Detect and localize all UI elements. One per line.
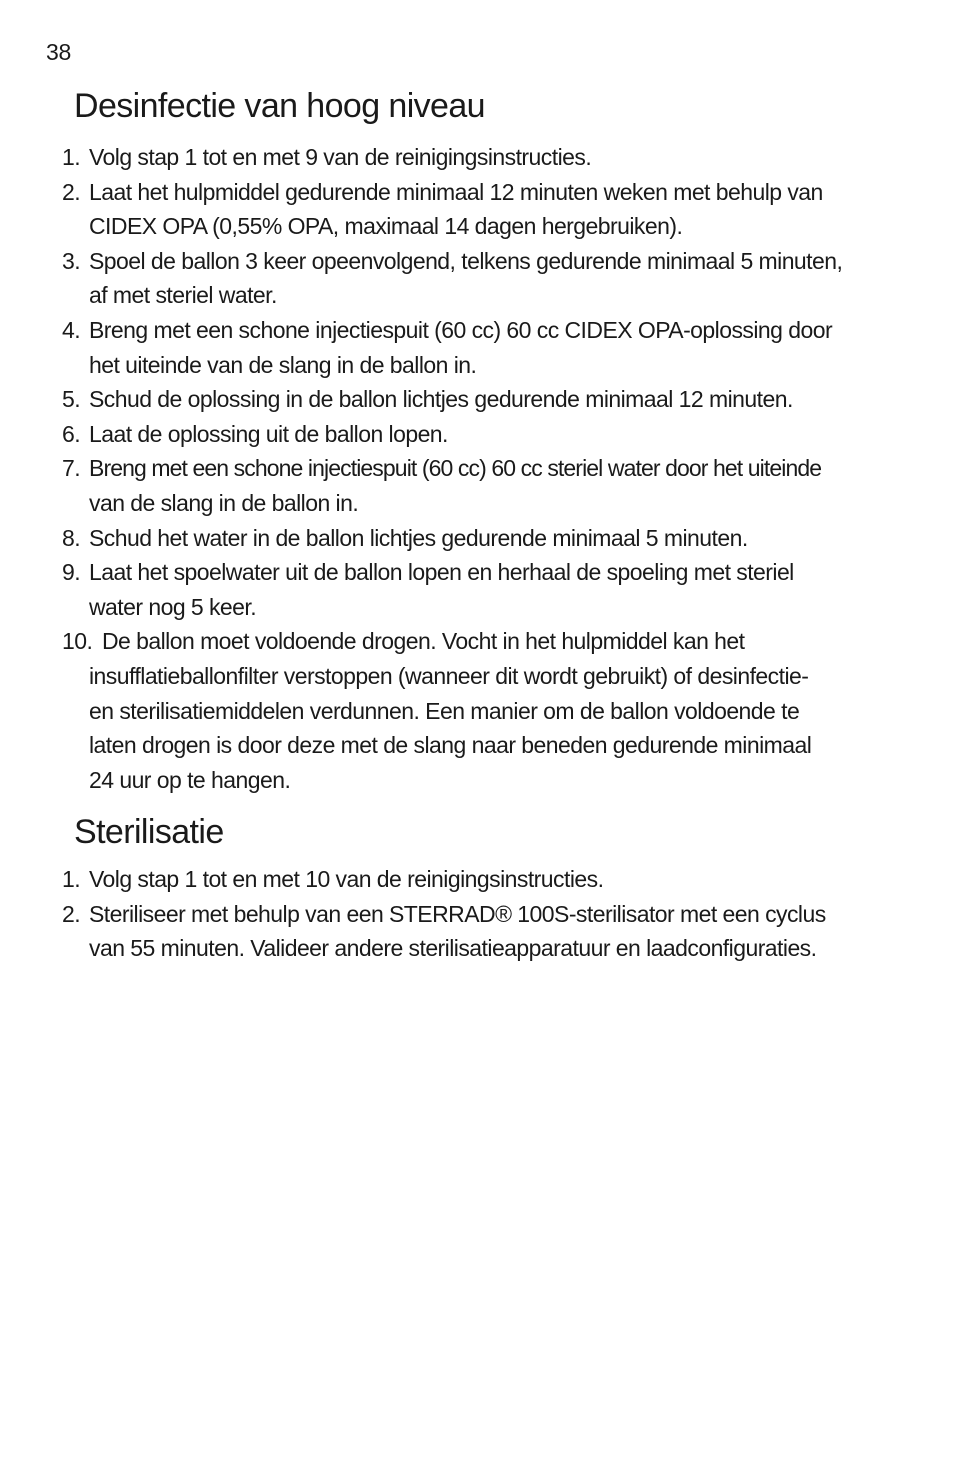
disinfection-steps [62, 140, 912, 797]
list-item [62, 555, 912, 624]
list-item [62, 417, 912, 452]
step-number: 6. [62, 420, 81, 447]
list-item [62, 451, 912, 520]
step-text: laten drogen is door deze met de slang naar beneden gedurende minimaal [89, 732, 812, 759]
section-title-disinfection: Desinfectie van hoog niveau [74, 87, 485, 125]
step-number: 8. [62, 524, 81, 551]
step-number: 9. [62, 559, 81, 586]
step-number: 3. [62, 247, 81, 274]
step-text: water nog 5 keer. [89, 593, 257, 620]
list-item [62, 897, 912, 966]
step-number: 7. [62, 455, 81, 482]
step-text: Laat het spoelwater uit de ballon lopen en herhaal de spoeling met steriel [89, 559, 794, 586]
step-text: en sterilisatiemiddelen verdunnen. Een manier om de ballon voldoende te [89, 697, 800, 724]
step-text: Breng met een schone injectiespuit (60 cc) 60 cc CIDEX OPA-oplossing door [89, 316, 833, 343]
step-text: het uiteinde van de slang in de ballon in. [89, 351, 477, 378]
list-item [62, 175, 912, 244]
list-item [62, 521, 912, 556]
step-text: Volg stap 1 tot en met 10 van de reinigingsinstructies. [89, 866, 604, 892]
step-text: Volg stap 1 tot en met 9 van de reinigingsinstructies. [89, 144, 592, 170]
step-text: insufflatieballonfilter verstoppen (wanneer dit wordt gebruikt) of desinfectie- [89, 662, 809, 689]
page-number: 38 [46, 39, 71, 65]
step-text: 24 uur op te hangen. [89, 766, 291, 793]
step-text: Breng met een schone injectiespuit (60 cc) 60 cc steriel water door het uiteinde [89, 455, 822, 482]
list-item [62, 140, 912, 175]
step-number: 1. [62, 866, 81, 892]
section-title-sterilization: Sterilisatie [74, 813, 224, 851]
step-text: Spoel de ballon 3 keer opeenvolgend, telkens gedurende minimaal 5 minuten, [89, 247, 843, 274]
step-text: Steriliseer met behulp van een STERRAD® 100S-sterilisator met een cyclus [89, 900, 826, 927]
list-item [62, 624, 912, 797]
step-text: af met steriel water. [89, 282, 277, 309]
step-text: Schud de oplossing in de ballon lichtjes gedurende minimaal 12 minuten. [89, 386, 793, 413]
list-item [62, 382, 912, 417]
step-text: Schud het water in de ballon lichtjes gedurende minimaal 5 minuten. [89, 524, 748, 551]
step-number: 2. [62, 178, 81, 205]
step-number: 2. [62, 900, 81, 927]
list-item [62, 862, 912, 897]
sterilization-steps [62, 862, 912, 966]
step-number: 1. [62, 144, 81, 170]
step-number: 10. [62, 628, 93, 655]
step-number: 5. [62, 386, 81, 413]
step-text: CIDEX OPA (0,55% OPA, maximaal 14 dagen hergebruiken). [89, 213, 683, 240]
step-number: 4. [62, 316, 81, 343]
list-item [62, 244, 912, 313]
step-text: Laat het hulpmiddel gedurende minimaal 12 minuten weken met behulp van [89, 178, 823, 205]
step-text: van 55 minuten. Valideer andere sterilisatieapparatuur en laadconfiguraties. [89, 935, 817, 962]
step-text: Laat de oplossing uit de ballon lopen. [89, 420, 448, 447]
step-text: De ballon moet voldoende drogen. Vocht in het hulpmiddel kan het [102, 628, 745, 655]
step-text: van de slang in de ballon in. [89, 489, 359, 516]
list-item [62, 313, 912, 382]
